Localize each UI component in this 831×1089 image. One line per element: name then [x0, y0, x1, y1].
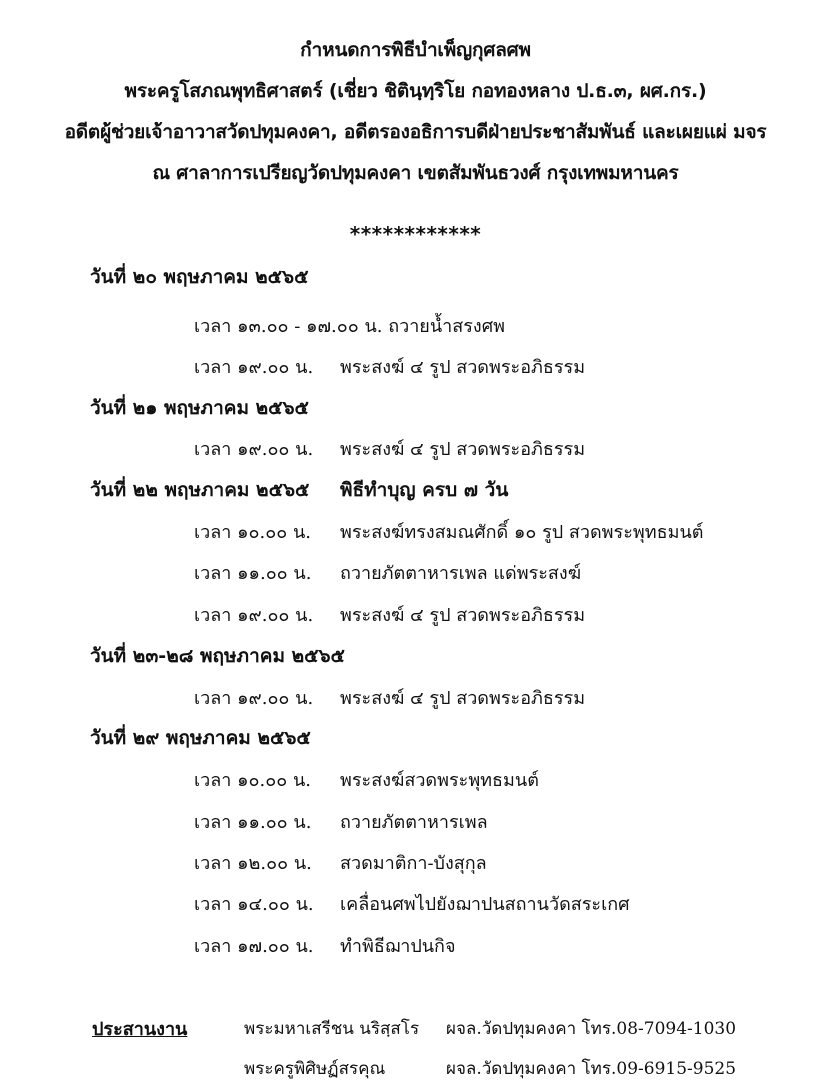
- day-heading: วันที่ ๒๓-๒๘ พฤษภาคม ๒๕๖๕: [90, 645, 345, 667]
- day-heading: วันที่ ๒๑ พฤษภาคม ๒๕๖๕: [90, 397, 309, 419]
- coordinators-label: ประสานงาน: [92, 1019, 188, 1040]
- schedule-event: พระสงฆ์สวดพระพุทธมนต์: [340, 770, 539, 791]
- schedule-event: พระสงฆ์ทรงสมณศักดิ์ ๑๐ รูป สวดพระพุทธมนต์: [340, 522, 704, 543]
- schedule-time: เวลา ๑๑.๐๐ น.: [194, 563, 312, 584]
- schedule-event: พระสงฆ์ ๔ รูป สวดพระอภิธรรม: [340, 357, 586, 378]
- separator: ************: [349, 222, 482, 246]
- schedule-time: เวลา ๑๒.๐๐ น.: [194, 853, 312, 874]
- schedule-event: สวดมาติกา-บังสุกุล: [340, 853, 487, 874]
- day-note: พิธีทำบุญ ครบ ๗ วัน: [340, 479, 509, 501]
- schedule-time: เวลา ๑๓.๐๐ - ๑๗.๐๐ น. ถวายน้ำสรงศพ: [194, 316, 506, 337]
- coordinator-contact: ผจล.วัดปทุมคงคา โทร.09-6915-9525: [446, 1059, 737, 1079]
- schedule-time: เวลา ๑๙.๐๐ น.: [194, 439, 314, 460]
- schedule-time: เวลา ๑๗.๐๐ น.: [194, 936, 314, 957]
- schedule-time: เวลา ๑๐.๐๐ น.: [194, 770, 311, 791]
- day-heading: วันที่ ๒๙ พฤษภาคม ๒๕๖๕: [90, 727, 311, 749]
- title-line-4: ณ ศาลาการเปรียญวัดปทุมคงคา เขตสัมพันธวงศ์ กรุงเทพมหานคร: [152, 162, 679, 184]
- title-line-1: กำหนดการพิธีบำเพ็ญกุศลศพ: [300, 39, 531, 61]
- title-line-3: อดีตผู้ช่วยเจ้าอาวาสวัดปทุมคงคา, อดีตรองอธิการบดีฝ่ายประชาสัมพันธ์ และเผยแผ่ มจร: [64, 121, 767, 143]
- day-heading: วันที่ ๒๐ พฤษภาคม ๒๕๖๕: [90, 266, 309, 288]
- schedule-time: เวลา ๑๔.๐๐ น.: [194, 894, 314, 915]
- schedule-time: เวลา ๑๙.๐๐ น.: [194, 357, 314, 378]
- schedule-event: ทำพิธีฌาปนกิจ: [340, 936, 456, 957]
- document-title: [0, 30, 831, 194]
- schedule-time: เวลา ๑๐.๐๐ น.: [194, 522, 311, 543]
- schedule-event: ถวายภัตตาหารเพล: [340, 812, 488, 833]
- coordinator-contact: ผจล.วัดปทุมคงคา โทร.08-7094-1030: [446, 1019, 737, 1039]
- schedule-time: เวลา ๑๙.๐๐ น.: [194, 605, 314, 626]
- schedule-time: เวลา ๑๙.๐๐ น.: [194, 688, 314, 709]
- schedule-event: พระสงฆ์ ๔ รูป สวดพระอภิธรรม: [340, 688, 586, 709]
- schedule-event: ถวายภัตตาหารเพล แด่พระสงฆ์: [340, 563, 582, 584]
- coordinator-name: พระครูพิศิษฏ์สรคุณ: [244, 1059, 386, 1079]
- title-line-2: พระครูโสภณพุทธิศาสตร์ (เชี่ยว ชิตินฺทฺริโย กอทองหลาง ป.ธ.๓, ผศ.กร.): [124, 80, 707, 102]
- schedule-event: พระสงฆ์ ๔ รูป สวดพระอภิธรรม: [340, 605, 586, 626]
- day-heading: วันที่ ๒๒ พฤษภาคม ๒๕๖๕: [90, 479, 310, 501]
- schedule-event: เคลื่อนศพไปยังฌาปนสถานวัดสระเกศ: [340, 894, 630, 915]
- schedule-time: เวลา ๑๑.๐๐ น.: [194, 812, 312, 833]
- coordinator-name: พระมหาเสรีชน นริสฺสโร: [244, 1019, 420, 1039]
- schedule-event: พระสงฆ์ ๔ รูป สวดพระอภิธรรม: [340, 439, 586, 460]
